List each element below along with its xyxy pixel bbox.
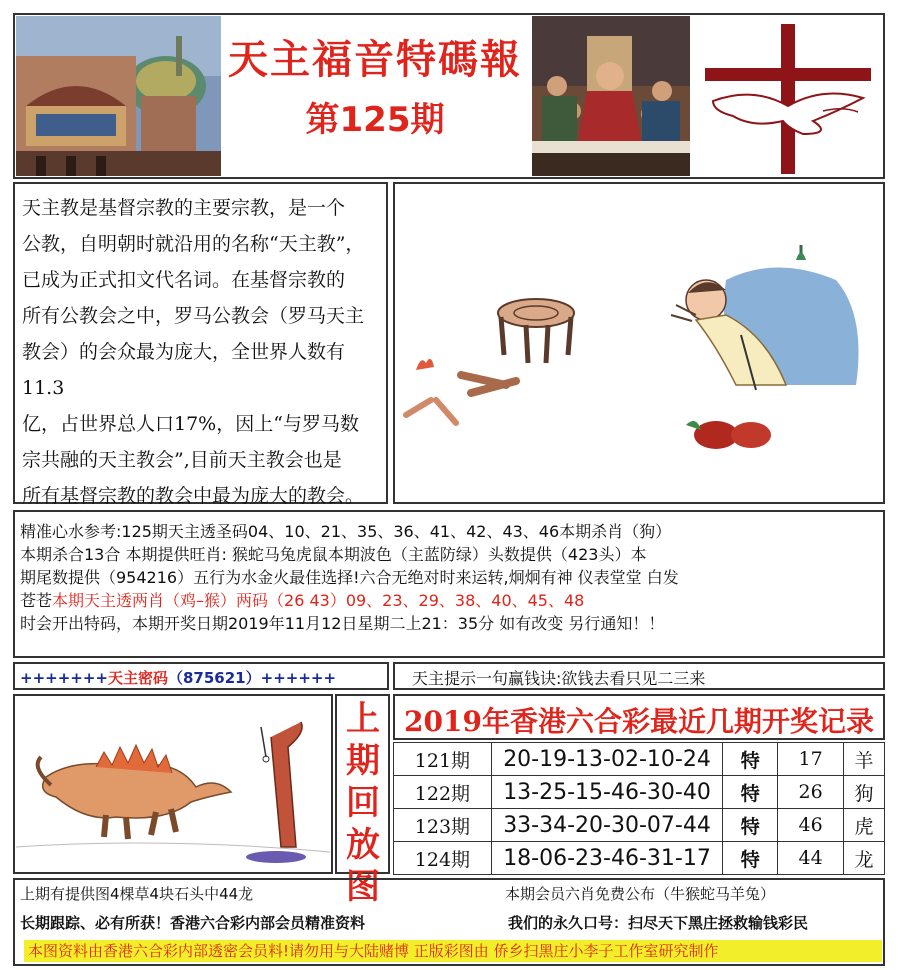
footer-right-1: 本期会员六肖免费公布（牛猴蛇马羊兔） [505,885,776,903]
row-issue: 121期 [394,743,492,776]
replay-label [337,698,389,908]
row-zodiac: 龙 [844,842,885,875]
row-numbers: 18-06-23-46-31-17 [491,842,722,875]
page-title: 天主福音特碼報 [228,37,522,83]
row-numbers: 20-19-13-02-10-24 [491,743,722,776]
tip-text: 天主提示一句赢钱诀:欲钱去看只见二三来 [412,669,706,688]
row-te: 特 [723,743,778,776]
table-row [394,776,885,809]
church-image [16,16,221,176]
table-row [394,809,885,842]
mima-label: 天主密码 [107,669,168,687]
replay-char: 图 [346,867,380,907]
row-issue: 122期 [394,776,492,809]
intro-line: 教会）的会众最为庞大，全世界人数有11.3 [22,341,346,399]
replay-char: 上 [346,699,380,739]
info-line-red: 本期天主透两肖（鸡–猴）两码（26 43）09、23、29、38、40、45、48 [52,591,585,610]
cross-dove-image [693,16,882,176]
intro-line: 公教，自明朝时就沿用的名称“天主教”， [22,233,365,255]
row-numbers: 33-34-20-30-07-44 [491,809,722,842]
replay-char: 放 [346,825,380,865]
intro-line: 亿，占世界总人口17%，因上“与罗马数 [22,413,359,435]
info-line: 本期杀合13合 本期提供旺肖: 猴蛇马兔虎鼠本期波色（主蓝防绿）头数提供（423头）本 [20,545,647,564]
row-issue: 124期 [394,842,492,875]
info-line: 时会开出特码，本期开奖日期2019年11月12日星期二上21：35分 如有改变 另行通知！！ [20,614,665,633]
info-text [20,520,880,635]
row-te: 特 [723,842,778,875]
last-supper-image [532,16,690,176]
mima-code: （875621） [168,669,261,687]
table-row [394,743,885,776]
intro-line: 所有基督宗教的教会中最为庞大的教会。 [22,485,365,507]
secret-code [20,667,388,688]
row-special: 46 [778,809,844,842]
row-te: 特 [723,776,778,809]
replay-char: 期 [346,741,380,781]
info-line: 精准心水参考:125期天主透圣码04、10、21、35、36、41、42、43、46本期杀肖（狗） [20,522,672,541]
intro-text [22,190,387,514]
footer-right-2: 我们的永久口号：扫尽天下黑庄拯救输钱彩民 [508,914,809,932]
info-line-black: 苍苍 [20,591,53,610]
footer-left-1: 上期有提供图4棵草4块石头中44龙 [20,885,254,903]
footer-left-2: 长期跟踪、必有所获！香港六合彩内部会员精准资料 [20,914,366,932]
records-title: 2019年香港六合彩最近几期开奖记录 [404,705,874,738]
info-line [20,589,880,612]
row-te: 特 [723,809,778,842]
footer-highlight: 本图资料由香港六合彩内部透密会员料!请勿用与大陆赌博 正版彩图由 侨乡扫黑庄小李子工作室研究制作 [24,940,882,962]
row-zodiac: 虎 [844,809,885,842]
dinosaur-illustration [16,697,330,871]
issue-number: 第125期 [305,100,445,140]
row-issue: 123期 [394,809,492,842]
records-table [393,742,885,875]
intro-line: 宗共融的天主教会”,目前天主教会也是 [22,449,342,471]
row-special: 44 [778,842,844,875]
row-zodiac: 羊 [844,743,885,776]
row-special: 26 [778,776,844,809]
intro-line: 天主教是基督宗教的主要宗教，是一个 [22,197,346,219]
row-numbers: 13-25-15-46-30-40 [491,776,722,809]
row-zodiac: 狗 [844,776,885,809]
intro-line: 已成为正式扣文代名词。在基督宗教的 [22,269,346,291]
mima-prefix: +++++++ [20,669,108,687]
mima-suffix: ++++++ [260,669,337,687]
intro-line: 所有公教会之中，罗马公教会（罗马天主 [22,305,365,327]
row-special: 17 [778,743,844,776]
worship-illustration [396,185,882,501]
replay-char: 回 [346,783,380,823]
info-line: 期尾数提供（954216）五行为水金火最佳选择!六合无绝对时来运转,炯炯有神 仪表堂堂 白发 [20,568,679,587]
table-row [394,842,885,875]
records-table-wrap [393,742,885,875]
